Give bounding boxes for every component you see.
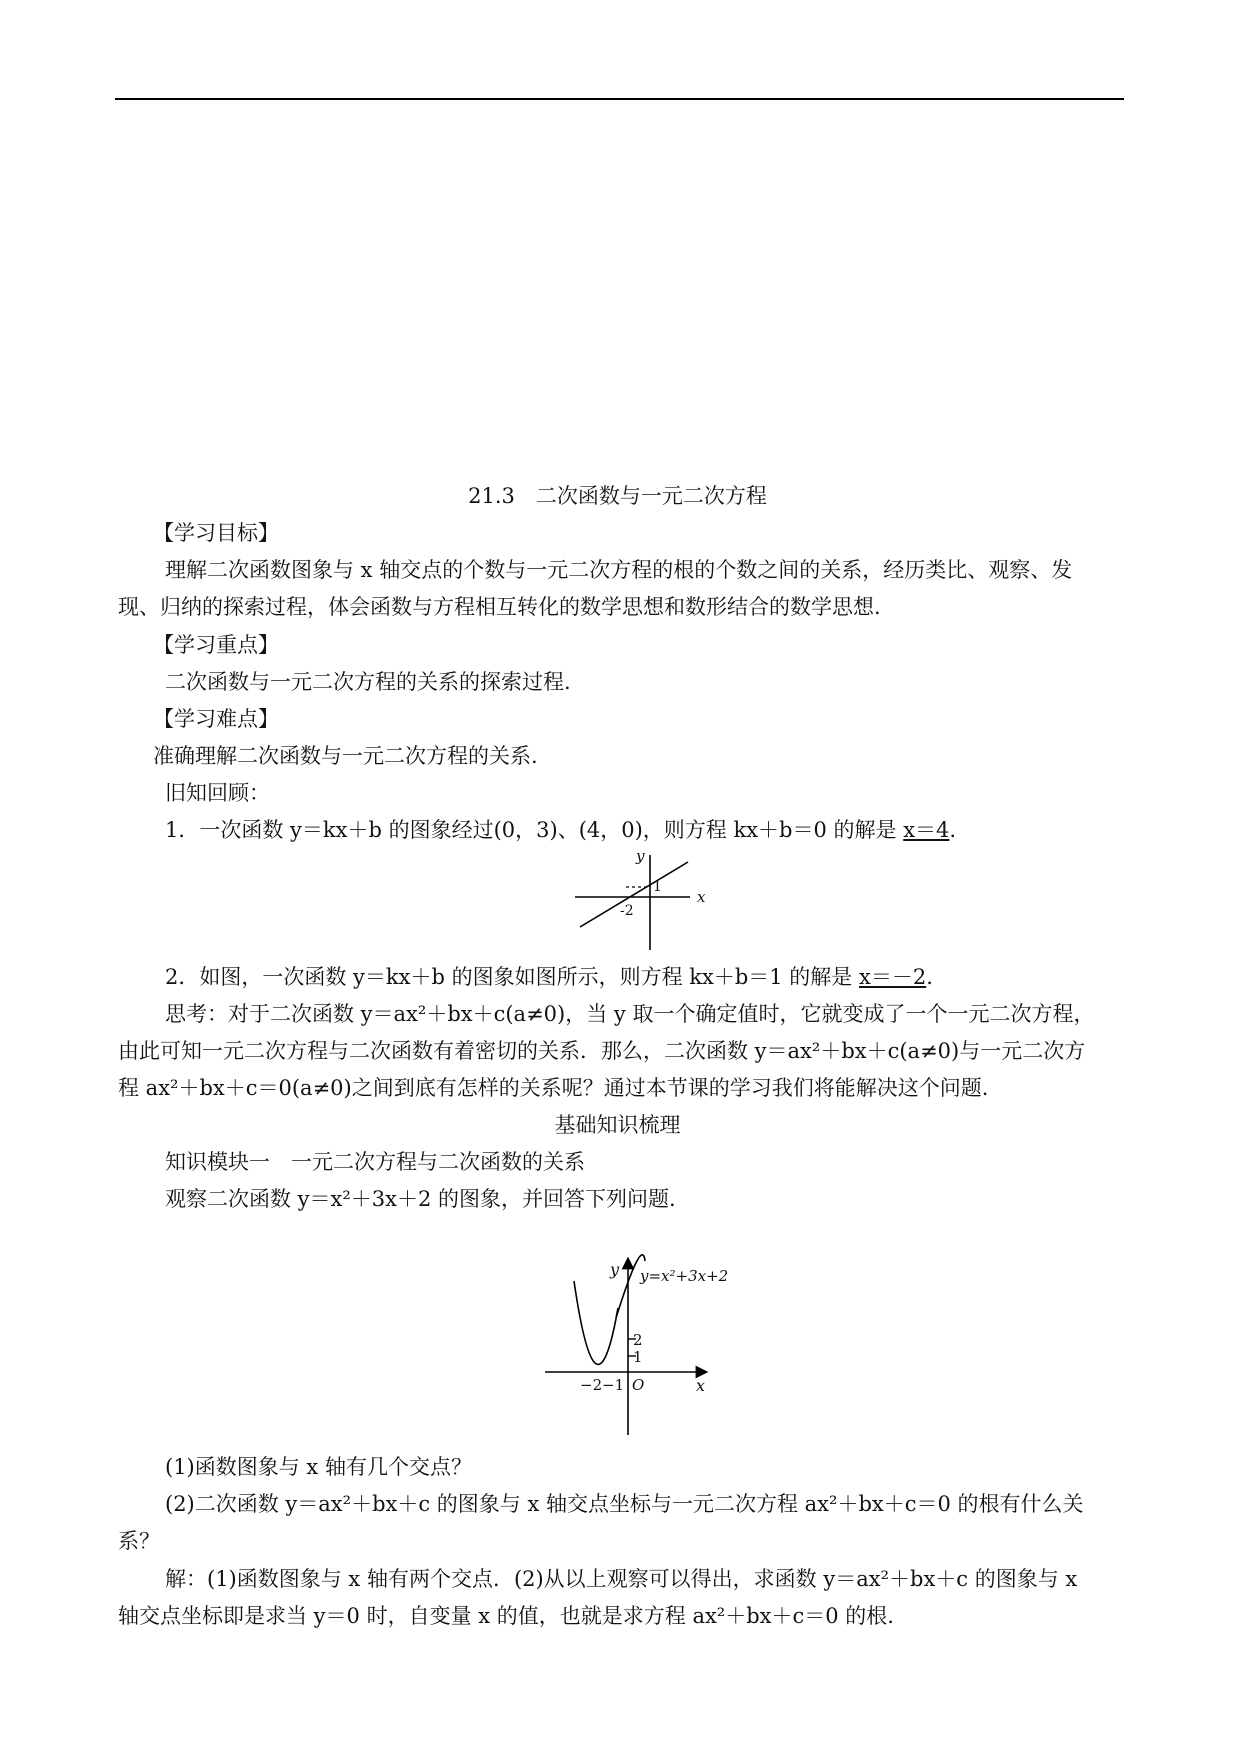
question-b-line-1: (2)二次函数 y＝ax²＋bx＋c 的图象与 x 轴交点坐标与一元二次方程 ax²＋bx＋c＝0 的根有什么关	[165, 1492, 1084, 1516]
tick-label-1: 1	[653, 879, 662, 895]
basics-heading: 基础知识梳理	[554, 1113, 681, 1137]
key-text: 二次函数与一元二次方程的关系的探索过程.	[165, 670, 571, 694]
question-1-text: 1．一次函数 y＝kx＋b 的图象经过(0，3)、(4，0)，则方程 kx＋b＝0 的解是	[165, 818, 904, 842]
review-heading: 旧知回顾：	[165, 781, 270, 805]
module-1-heading: 知识模块一 一元二次方程与二次函数的关系	[165, 1150, 585, 1174]
question-1-answer: x＝4	[903, 818, 950, 842]
y-axis-label: y	[636, 847, 645, 865]
difficulty-heading: 【学习难点】	[153, 707, 279, 731]
objectives-line-2: 现、归纳的探索过程，体会函数与方程相互转化的数学思想和数形结合的数学思想.	[118, 595, 881, 619]
tick-label-minus-2: -2	[620, 903, 634, 919]
y-axis-label: y	[610, 1260, 620, 1279]
difficulty-text: 准确理解二次函数与一元二次方程的关系.	[153, 744, 538, 768]
think-line-1: 思考：对于二次函数 y＝ax²＋bx＋c(a≠0)，当 y 取一个确定值时，它就变成了一个一元二次方程，	[165, 1002, 1095, 1026]
question-2-end: .	[926, 965, 933, 989]
tick-label-2: 2	[633, 1331, 643, 1349]
question-a: (1)函数图象与 x 轴有几个交点？	[165, 1455, 472, 1479]
think-line-3: 程 ax²＋bx＋c＝0(a≠0)之间到底有怎样的关系呢？通过本节课的学习我们将能解决这个问题.	[118, 1076, 989, 1100]
page-title: 21.3 二次函数与一元二次方程	[468, 484, 767, 508]
question-2-answer: x＝－2	[858, 965, 927, 989]
tick-label-minus-2: −2	[580, 1376, 603, 1394]
key-heading: 【学习重点】	[153, 633, 279, 657]
header-rule	[115, 98, 1124, 100]
objectives-line-1: 理解二次函数图象与 x 轴交点的个数与一元二次方程的根的个数之间的关系，经历类比、观察、发	[165, 558, 1073, 582]
module-1-observe: 观察二次函数 y＝x²＋3x＋2 的图象，并回答下列问题.	[165, 1187, 676, 1211]
origin-label: O	[632, 1376, 645, 1394]
question-1	[165, 815, 956, 845]
objectives-heading: 【学习目标】	[153, 521, 279, 545]
function-label: y=x²+3x+2	[640, 1267, 729, 1285]
x-axis-label: x	[697, 888, 706, 906]
graph-line	[580, 862, 688, 927]
tick-label-1: 1	[633, 1348, 643, 1366]
x-axis-label: x	[696, 1376, 706, 1395]
solution-line-2: 轴交点坐标即是求当 y＝0 时，自变量 x 的值，也就是求方程 ax²＋bx＋c＝0 的根.	[118, 1604, 894, 1628]
linear-graph	[560, 845, 720, 955]
question-b-line-2: 系？	[118, 1529, 160, 1553]
question-2	[165, 962, 933, 992]
think-line-2: 由此可知一元二次方程与二次函数有着密切的关系．那么，二次函数 y＝ax²＋bx＋c(a≠0)与一元二次方	[118, 1039, 1086, 1063]
question-1-end: .	[949, 818, 957, 842]
question-2-text: 2．如图，一次函数 y＝kx＋b 的图象如图所示，则方程 kx＋b＝1 的解是	[165, 965, 859, 989]
solution-line-1: 解：(1)函数图象与 x 轴有两个交点．(2)从以上观察可以得出，求函数 y＝ax²＋bx＋c 的图象与 x	[165, 1567, 1078, 1591]
tick-label-minus-1: −1	[602, 1376, 625, 1394]
parabola-graph	[540, 1255, 760, 1440]
